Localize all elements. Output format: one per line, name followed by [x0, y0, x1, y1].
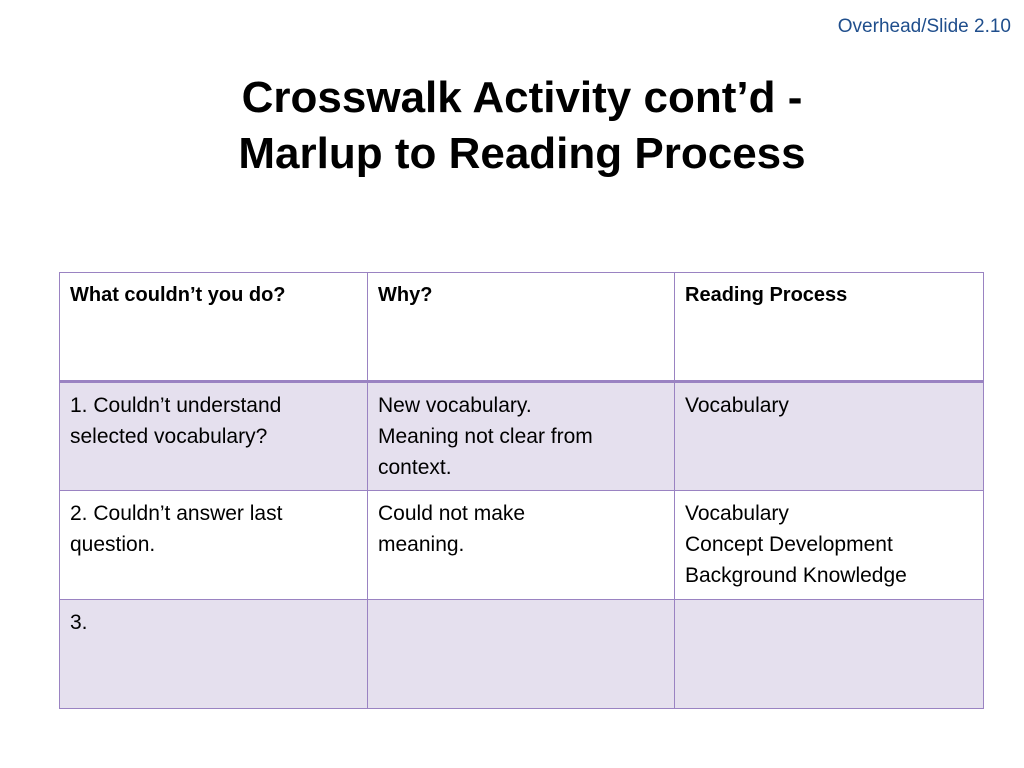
cell-text-line: selected vocabulary?: [70, 425, 268, 448]
cell-text-line: Could not make: [378, 502, 526, 525]
cell-text-line: 3.: [70, 611, 88, 634]
table-row: [60, 382, 984, 491]
table-row: [60, 491, 984, 600]
slide-number: Overhead/Slide 2.10: [837, 16, 1011, 37]
cell-text-line: New vocabulary.: [378, 394, 532, 417]
cell-text-line: meaning.: [378, 533, 465, 556]
cell-text-line: Meaning not clear from: [378, 425, 593, 448]
table-cell-reading-process: [675, 382, 984, 491]
table-cell-why: [368, 382, 675, 491]
crosswalk-table: [59, 272, 984, 709]
cell-text-line: Background Knowledge: [685, 564, 907, 587]
cell-text-line: 1. Couldn’t understand: [70, 394, 282, 417]
table-cell-reading-process: [675, 600, 984, 709]
cell-text-line: question.: [70, 533, 156, 556]
page-title: [0, 70, 1024, 182]
table-cell-what: [60, 491, 368, 600]
title-line-1: Crosswalk Activity cont’d -: [241, 73, 803, 122]
cell-text-line: Vocabulary: [685, 502, 789, 525]
table-cell-what: [60, 382, 368, 491]
table-cell-reading-process: [675, 491, 984, 600]
table-header-row: [60, 273, 984, 382]
table-cell-why: [368, 491, 675, 600]
table-cell-what: [60, 600, 368, 709]
header-why: Why?: [368, 273, 675, 382]
table-row: [60, 600, 984, 709]
cell-text-line: Concept Development: [685, 533, 893, 556]
title-line-2: Marlup to Reading Process: [238, 129, 806, 178]
header-what-couldnt-you-do: What couldn’t you do?: [60, 273, 368, 382]
cell-text-line: Vocabulary: [685, 394, 789, 417]
table-cell-why: [368, 600, 675, 709]
cell-text-line: context.: [378, 456, 452, 479]
header-reading-process: Reading Process: [675, 273, 984, 382]
cell-text-line: 2. Couldn’t answer last: [70, 502, 283, 525]
